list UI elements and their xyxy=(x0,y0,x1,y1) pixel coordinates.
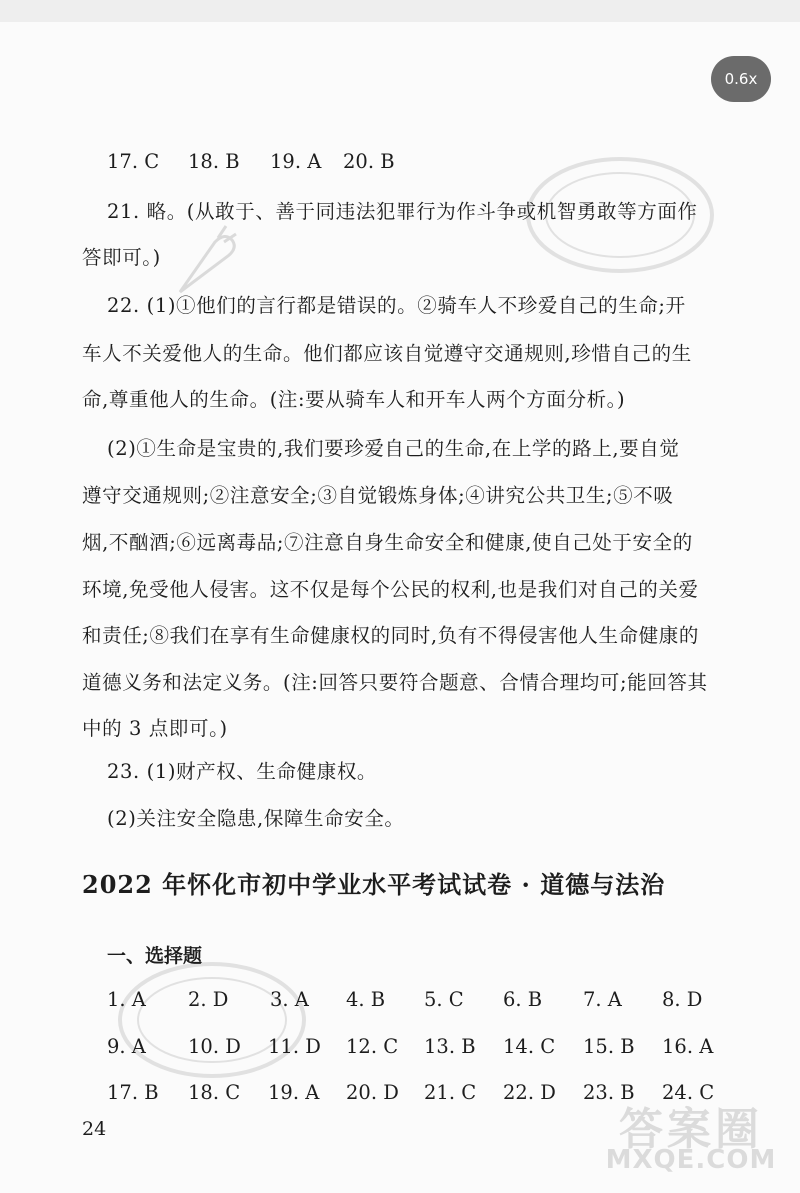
paragraph-line: 遵守交通规则;②注意安全;③自觉锻炼身体;④讲究公共卫生;⑤不吸 xyxy=(82,484,674,507)
paragraph-line: 22. (1)①他们的言行都是错误的。②骑车人不珍爱自己的生命;开 xyxy=(107,294,686,317)
watermark-badge-icon xyxy=(112,955,312,1085)
paragraph-line: 环境,免受他人侵害。这不仅是每个公民的权利,也是我们对自己的关爱 xyxy=(82,578,699,601)
logo-text: 答案圈 xyxy=(619,1104,763,1155)
answer-item: 11. D xyxy=(268,1035,321,1058)
exam-title: 2022 年怀化市初中学业水平考试试卷 · 道德与法治 xyxy=(82,870,666,899)
answer-item: 5. C xyxy=(424,988,464,1011)
paragraph-line: (2)①生命是宝贵的,我们要珍爱自己的生命,在上学的路上,要自觉 xyxy=(107,437,680,460)
answer-item: 9. A xyxy=(107,1035,146,1058)
answer-item: 13. B xyxy=(424,1035,476,1058)
answer-item: 19. A xyxy=(268,1081,320,1104)
answer-item: 22. D xyxy=(503,1081,556,1104)
paragraph-line: 命,尊重他人的生命。(注:要从骑车人和开车人两个方面分析。) xyxy=(82,388,626,411)
paragraph-line: (2)关注安全隐患,保障生命安全。 xyxy=(107,807,405,830)
answer-row xyxy=(0,1035,800,1061)
paragraph-line: 烟,不酗酒;⑥远离毒品;⑦注意自身生命安全和健康,使自己处于安全的 xyxy=(82,531,693,554)
answer-item: 19. A xyxy=(270,150,322,173)
answer-item: 17. C xyxy=(107,150,160,173)
answer-item: 23. B xyxy=(583,1081,635,1104)
section-title: 一、选择题 xyxy=(107,945,203,967)
answer-item: 10. D xyxy=(188,1035,241,1058)
viewer-top-band xyxy=(0,0,800,22)
answer-item: 18. B xyxy=(188,150,240,173)
answer-item: 8. D xyxy=(662,988,703,1011)
answer-item: 1. A xyxy=(107,988,146,1011)
paragraph-line: 道德义务和法定义务。(注:回答只要符合题意、合情合理均可;能回答其 xyxy=(82,671,708,694)
answer-item: 17. B xyxy=(107,1081,159,1104)
logo-subtext: MXQE.COM xyxy=(605,1145,777,1175)
answer-item: 20. D xyxy=(346,1081,399,1104)
answer-item: 4. B xyxy=(346,988,386,1011)
paragraph-line: 车人不关爱他人的生命。他们都应该自觉遵守交通规则,珍惜自己的生 xyxy=(82,342,692,365)
answer-item: 24. C xyxy=(662,1081,715,1104)
answer-row-17-20 xyxy=(0,150,800,176)
answer-item: 18. C xyxy=(188,1081,241,1104)
paragraph-line: 和责任;⑧我们在享有生命健康权的同时,负有不得侵害他人生命健康的 xyxy=(82,624,699,647)
paragraph-line: 中的 3 点即可。) xyxy=(82,717,228,740)
paragraph-line: 21. 略。(从敢于、善于同违法犯罪行为作斗争或机智勇敢等方面作 xyxy=(107,200,698,223)
answer-item: 6. B xyxy=(503,988,543,1011)
paragraph-line: 23. (1)财产权、生命健康权。 xyxy=(107,760,378,783)
answer-item: 2. D xyxy=(188,988,229,1011)
answer-item: 3. A xyxy=(270,988,309,1011)
zoom-level-badge[interactable]: 0.6x xyxy=(711,56,771,102)
answer-item: 7. A xyxy=(583,988,622,1011)
answer-item: 14. C xyxy=(503,1035,556,1058)
page-number: 24 xyxy=(82,1118,107,1140)
site-watermark-logo xyxy=(596,1093,786,1179)
answer-item: 21. C xyxy=(424,1081,477,1104)
paragraph-line: 答即可。) xyxy=(82,246,161,269)
answer-item: 12. C xyxy=(346,1035,399,1058)
answer-item: 20. B xyxy=(343,150,395,173)
answer-item: 15. B xyxy=(583,1035,635,1058)
answer-row xyxy=(0,988,800,1014)
answer-item: 16. A xyxy=(662,1035,714,1058)
